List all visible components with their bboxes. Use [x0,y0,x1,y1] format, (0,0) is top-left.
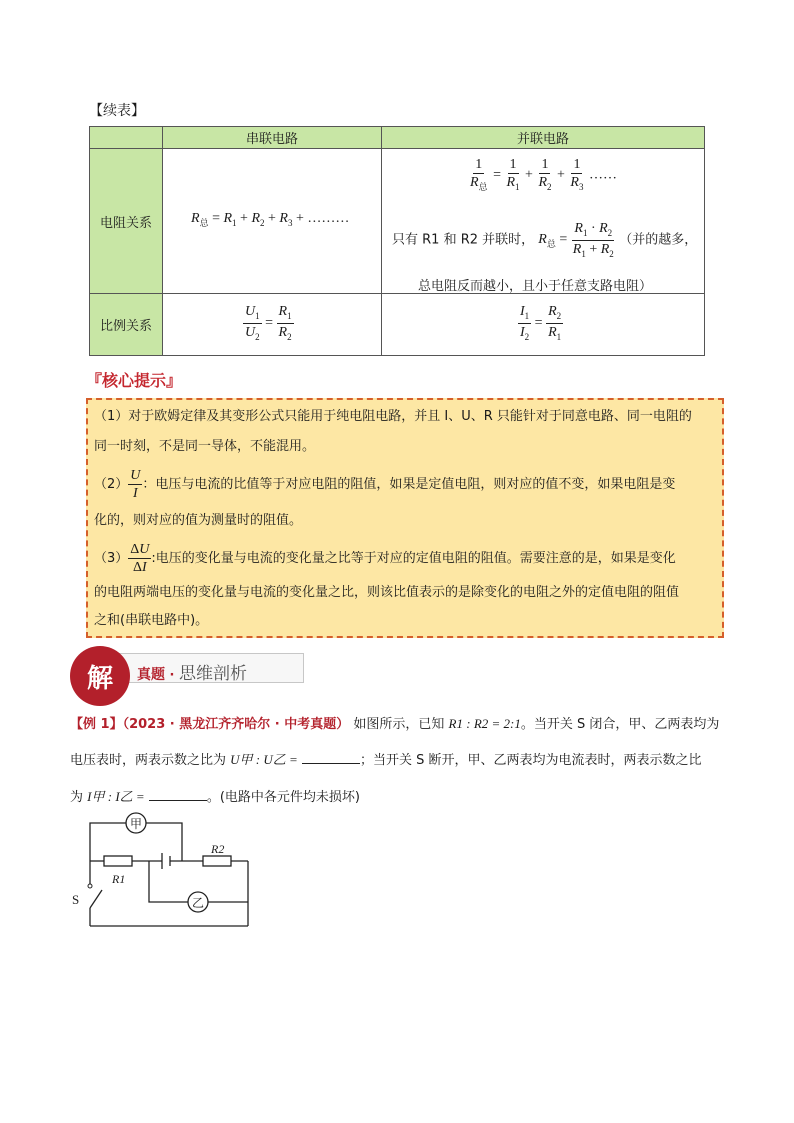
tip-3-line-1 [94,542,676,576]
tip-2-line-2: 化的，则对应的值为测量时的阻值。 [94,513,303,528]
tip-3-line-3: 之和(串联电路中)。 [94,613,209,628]
parallel-two-resistors-text: 只有 R1 和 R2 并联时， $R_总$ = $\frac{R_1 \cdot R_2}{R_1 + R_2}$ （并的越多， [392,221,698,259]
parallel-ratio-formula: $\frac{I_1}{I_2}$ = $\frac{R_2}{R_1}$ [520,304,562,342]
tip-1-line-2: 同一时刻，不是同一导体，不能混用。 [94,439,316,454]
section-label-bold: 真题 [137,667,165,683]
answer-blank-2[interactable] [149,788,207,801]
continued-label: 【续表】 [89,103,145,119]
tip-3-formula: $\frac{\Delta U}{\Delta I}$ [130,542,150,576]
tip-3-prefix: （3） [94,550,129,566]
section-dot: · [165,668,179,683]
example-voltage-ratio: U甲 : U乙 = [230,752,298,767]
table-header-series: 串联电路 [163,127,382,149]
series-ratio-formula: $\frac{U_1}{U_2}$ = $\frac{R_1}{R_2}$ [245,304,292,342]
example-line-2 [70,749,701,768]
parallel-text-prefix: 只有 R1 和 R2 并联时， [392,232,535,248]
tip-2-text: ：电压与电流的比值等于对应电阻的阻值，如果是定值电阻，则对应的值不变，如果电阻是变 [142,476,676,492]
example-current-ratio: I甲 : I乙 = [87,789,145,804]
section-label: 思维剖析 [179,664,247,684]
table-header-parallel: 并联电路 [382,127,704,149]
example-ratio: R1 : R2 = 2:1 [448,716,521,731]
parallel-resistance-formula: $\frac{1}{R_总}$ = $\frac{1}{R_1}$ + $\frac{1}{R_2}$ + $\frac{1}{R_3}$ …… [470,157,617,193]
tips-title: 『核心提示』 [86,371,183,390]
comparison-table [89,126,705,356]
r1-label: R1 [112,872,126,886]
example-line-3-a: 为 [70,790,84,805]
parallel-resistance-cell [382,149,704,294]
parallel-ratio-cell [382,294,704,355]
example-line-3 [70,786,360,805]
example-line-1-b: 。当开关 S 闭合，甲、乙两表均为 [520,717,720,732]
example-line-1 [70,713,719,732]
tip-1-line-1: （1）对于欧姆定律及其变形公式只能用于纯电阻电路，并且 I、U、R 只能针对于同意电路、同一电阻的 [94,409,692,424]
example-line-2-a: 电压表时，两表示数之比为 [70,753,227,768]
example-tag: 【例 1】 [70,717,123,732]
answer-blank-1[interactable] [302,751,360,764]
example-line-1-a: 如图所示，已知 [353,717,445,732]
tip-3-line-2: 的电阻两端电压的变化量与电流的变化量之比，则该比值表示的是除变化的电阻之外的定值电阻的阻值 [94,585,680,600]
meter-jia-label: 甲 [129,817,143,831]
section-badge [70,646,130,706]
example-line-3-b: 。(电路中各元件均未损坏) [206,790,360,805]
meter-yi-label: 乙 [191,896,205,910]
row-label-resistance: 电阻关系 [90,149,163,294]
r2-label: R2 [211,842,225,856]
series-resistance-cell [163,149,382,294]
tip-2-line-1 [94,468,675,502]
example-line-2-b: ；当开关 S 断开，甲、乙两表均为电流表时，两表示数之比 [359,753,702,768]
parallel-text-line3: 总电阻反而越小，且小于任意支路电阻） [418,279,653,294]
tip-2-prefix: （2） [94,476,129,492]
circuit-diagram [60,808,260,934]
resistor-r1 [104,856,132,866]
section-title-bar [118,653,304,683]
tip-2-formula: $\frac{U}{I}$ [130,468,141,502]
parallel-text-suffix: （并的越多， [619,232,698,248]
switch-label: S [72,892,80,907]
series-resistance-formula: $R_总 = R_1 + R_2 + R_3$ + ……… [191,211,350,228]
core-tips-box [86,398,724,638]
row-label-ratio: 比例关系 [90,294,163,355]
tip-3-text: :电压的变化量与电流的变化量之比等于对应的定值电阻的阻值。需要注意的是，如果是变化 [151,550,676,566]
example-source: （2023 · 黑龙江齐齐哈尔 · 中考真题） [122,717,350,732]
table-corner [90,127,163,149]
section-badge-text: 解 [86,663,113,694]
resistor-r2 [203,856,231,866]
series-ratio-cell [163,294,382,355]
